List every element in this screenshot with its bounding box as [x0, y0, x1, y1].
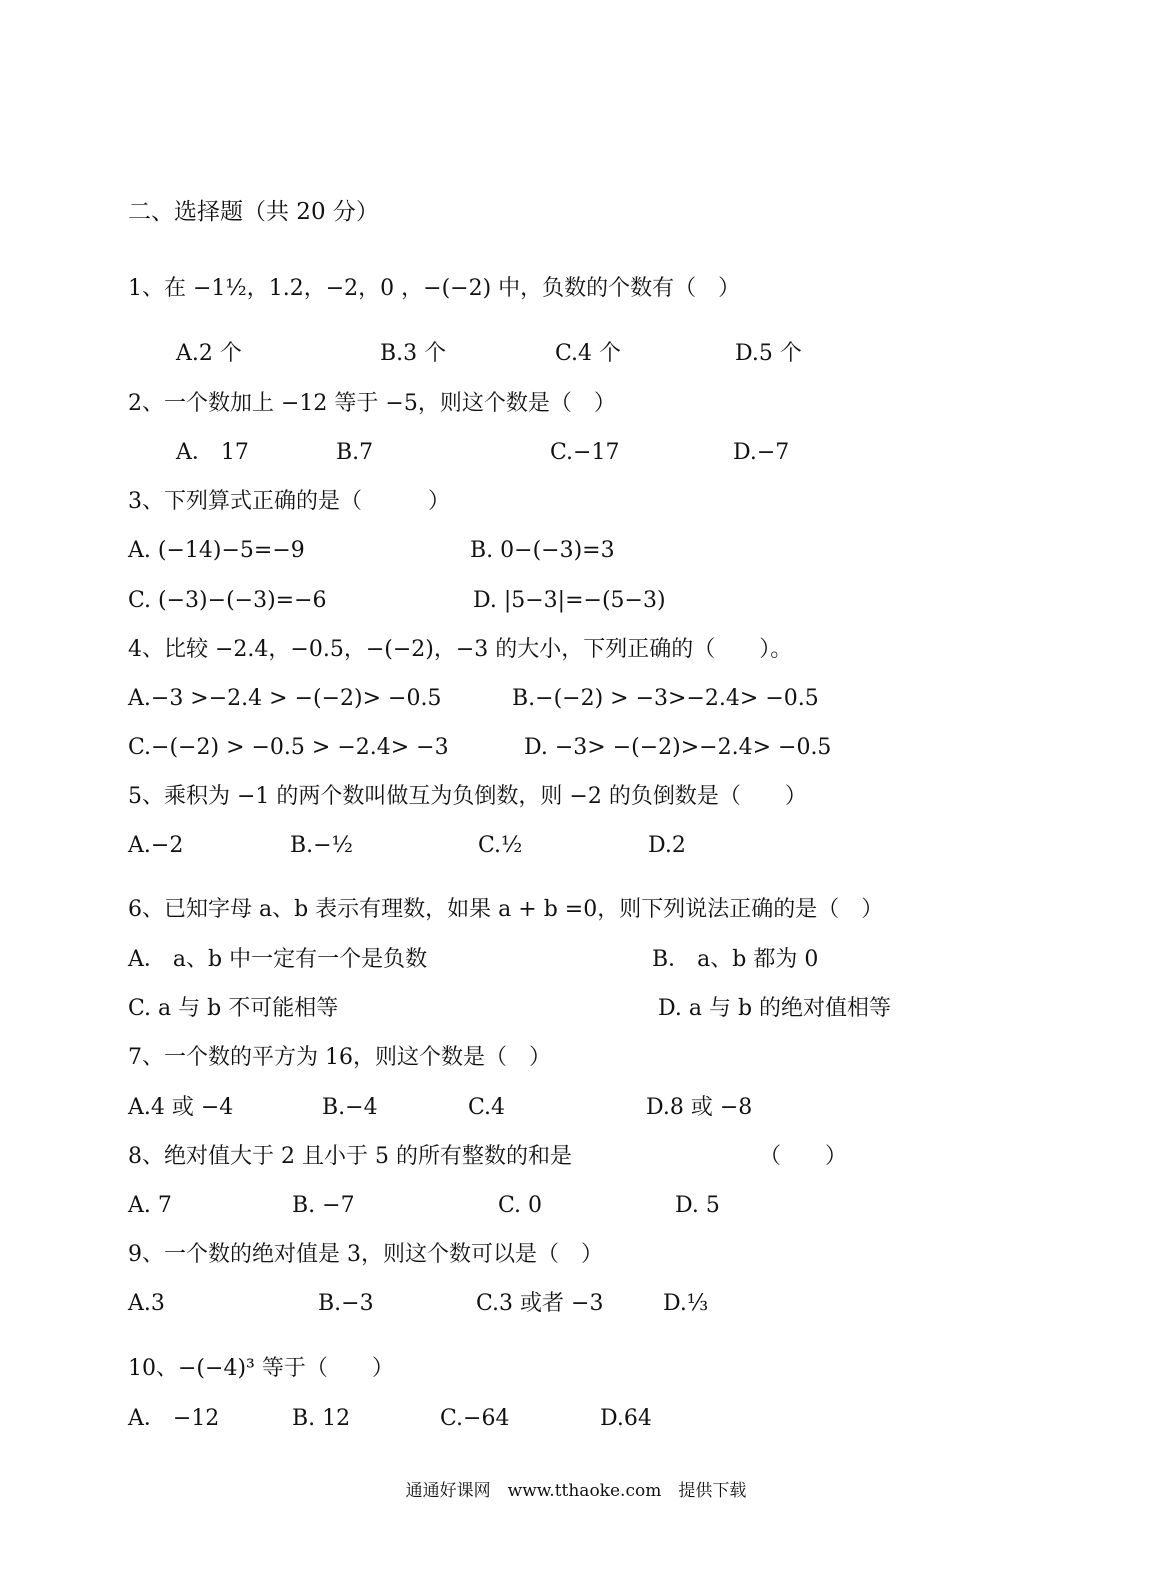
question-4-option-b: B.−(−2) > −3>−2.4> −0.5 — [512, 686, 819, 711]
question-4-stem: 4、比较 −2.4，−0.5，−(−2)，−3 的大小，下列正确的（ ）。 — [128, 637, 793, 662]
question-1-option-d: D.5 个 — [735, 341, 802, 366]
question-10-option-a: A． −12 — [128, 1406, 220, 1431]
question-6-option-a: A． a、b 中一定有一个是负数 — [128, 947, 428, 972]
question-7-option-a: A.4 或 −4 — [128, 1095, 234, 1120]
section-title: 二、选择题（共 20 分） — [128, 199, 379, 225]
question-8-option-b: B. −7 — [292, 1193, 355, 1218]
question-3-option-c: C. (−3)−(−3)=−6 — [128, 588, 327, 613]
question-6-option-d: D. a 与 b 的绝对值相等 — [658, 996, 892, 1021]
question-7-option-b: B.−4 — [322, 1095, 378, 1120]
question-10-option-b: B. 12 — [292, 1406, 351, 1431]
question-8-option-a: A. 7 — [128, 1193, 172, 1218]
question-8-option-c: C. 0 — [498, 1193, 543, 1218]
question-3-option-a: A. (−14)−5=−9 — [128, 538, 305, 563]
question-7-stem: 7、一个数的平方为 16，则这个数是（ ） — [128, 1045, 551, 1070]
question-10-option-c: C.−64 — [440, 1406, 510, 1431]
question-10-option-d: D.64 — [600, 1406, 652, 1431]
question-1-option-b: B.3 个 — [380, 341, 447, 366]
question-3-stem: 3、下列算式正确的是（ ） — [128, 489, 450, 514]
question-2-stem: 2、一个数加上 −12 等于 −5，则这个数是（ ） — [128, 391, 616, 416]
question-1-option-a: A.2 个 — [176, 341, 242, 366]
question-7-option-c: C.4 — [468, 1095, 506, 1120]
question-3-option-d: D. |5−3|=−(5−3) — [473, 588, 666, 613]
question-1-stem: 1、在 −1½，1.2，−2，0 ，−(−2) 中，负数的个数有（ ） — [128, 276, 741, 301]
question-6-option-c: C. a 与 b 不可能相等 — [128, 996, 339, 1021]
question-8-option-d: D. 5 — [675, 1193, 720, 1218]
question-3-option-b: B. 0−(−3)=3 — [470, 538, 615, 563]
question-5-option-a: A.−2 — [128, 833, 184, 858]
question-2-option-b: B.7 — [336, 440, 374, 465]
question-5-option-c: C.½ — [478, 833, 523, 858]
question-7-option-d: D.8 或 −8 — [646, 1095, 753, 1120]
question-8-stem: 8、绝对值大于 2 且小于 5 的所有整数的和是 （ ） — [128, 1144, 847, 1169]
question-4-option-c: C.−(−2) > −0.5 > −2.4> −3 — [128, 735, 449, 760]
question-1-option-c: C.4 个 — [555, 341, 622, 366]
question-9-stem: 9、一个数的绝对值是 3，则这个数可以是（ ） — [128, 1242, 603, 1267]
question-9-option-a: A.3 — [128, 1291, 165, 1316]
question-10-stem: 10、−(−4)³ 等于（ ） — [128, 1356, 394, 1381]
question-9-option-c: C.3 或者 −3 — [476, 1291, 604, 1316]
question-5-stem: 5、乘积为 −1 的两个数叫做互为负倒数，则 −2 的负倒数是（ ） — [128, 784, 807, 809]
question-4-option-a: A.−3 >−2.4 > −(−2)> −0.5 — [128, 686, 442, 711]
question-5-option-d: D.2 — [648, 833, 686, 858]
question-5-option-b: B.−½ — [290, 833, 353, 858]
footer-watermark: 通通好课网 www.tthaoke.com 提供下载 — [405, 1481, 747, 1501]
question-2-option-d: D.−7 — [733, 440, 790, 465]
question-9-option-d: D.⅓ — [663, 1291, 709, 1316]
question-2-option-c: C.−17 — [550, 440, 620, 465]
question-2-option-a: A． 17 — [176, 440, 249, 465]
question-6-option-b: B． a、b 都为 0 — [652, 947, 819, 972]
question-9-option-b: B.−3 — [318, 1291, 374, 1316]
question-4-option-d: D. −3> −(−2)>−2.4> −0.5 — [524, 735, 832, 760]
question-6-stem: 6、已知字母 a、b 表示有理数，如果 a + b =0，则下列说法正确的是（ ） — [128, 897, 884, 922]
